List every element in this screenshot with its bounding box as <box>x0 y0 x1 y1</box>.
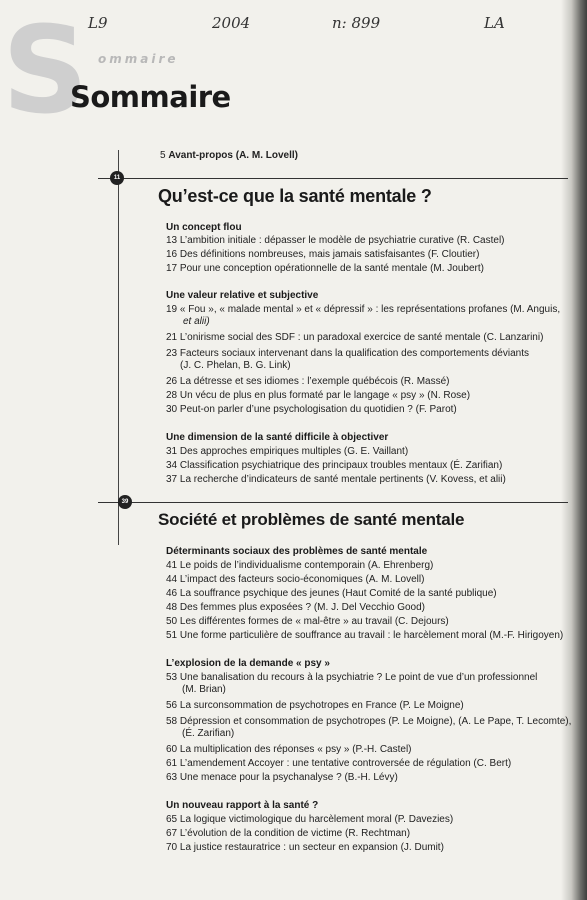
entry-text: La logique victimologique du harcèlement moral (P. Davezies) <box>179 814 454 825</box>
group-heading: Une dimension de la santé difficile à objectiver <box>166 432 389 443</box>
toc-entry[interactable] <box>166 616 449 628</box>
entry-page: 19 <box>166 304 178 315</box>
toc-entry[interactable] <box>166 842 444 854</box>
entry-text: La multiplication des réponses « psy » (P.-H. Castel) <box>179 744 412 755</box>
entry-page: 34 <box>166 460 178 471</box>
entry-text: Des définitions nombreuses, mais jamais satisfaisantes (F. Cloutier) <box>179 249 480 260</box>
toc-entry[interactable] <box>166 263 484 275</box>
entry-page: 51 <box>166 630 178 641</box>
entry-text: L’amendement Accoyer : une tentative controversée de régulation (C. Bert) <box>179 758 512 769</box>
section-rule <box>98 178 568 179</box>
section-page-badge: 11 <box>110 171 124 185</box>
entry-text: Des femmes plus exposées ? (M. J. Del Vecchio Good) <box>179 602 426 613</box>
entry-text: Des approches empiriques multiples (G. E. Vaillant) <box>179 446 409 457</box>
entry-text: Peut-on parler d’une psychologisation du quotidien ? (F. Parot) <box>179 404 457 415</box>
entry-text: Classification psychiatrique des principaux troubles mentaux (É. Zarifian) <box>179 460 503 471</box>
entry-page: 63 <box>166 772 178 783</box>
handwritten-note: LA <box>484 14 505 32</box>
entry-page: 37 <box>166 474 178 485</box>
entry-text: Une banalisation du recours à la psychiatrie ? Le point de vue d’un professionnel <box>179 672 538 683</box>
toc-entry[interactable] <box>166 772 398 784</box>
entry-page: 41 <box>166 560 178 571</box>
entry-page: 53 <box>166 672 178 683</box>
entry-page: 60 <box>166 744 178 755</box>
toc-entry[interactable] <box>166 404 457 416</box>
entry-text: L’ambition initiale : dépasser le modèle de psychiatrie curative (R. Castel) <box>179 235 505 246</box>
toc-entry[interactable] <box>166 474 506 486</box>
entry-text: La justice restauratrice : un secteur en expansion (J. Dumit) <box>179 842 444 853</box>
entry-page: 5 <box>160 150 166 161</box>
entry-text: La détresse et ses idiomes : l’exemple québécois (R. Massé) <box>179 376 450 387</box>
entry-page: 28 <box>166 390 178 401</box>
toc-entry[interactable] <box>166 390 470 402</box>
entry-page: 17 <box>166 263 178 274</box>
entry-page: 16 <box>166 249 178 260</box>
entry-page: 30 <box>166 404 178 415</box>
toc-entry[interactable] <box>166 588 497 600</box>
toc-entry[interactable] <box>166 574 424 586</box>
entry-text: Dépression et consommation de psychotropes (P. Le Moigne), (A. Le Pape, T. Lecomte), <box>179 716 572 727</box>
entry-text: La souffrance psychique des jeunes (Haut Comité de la santé publique) <box>179 588 497 599</box>
group-heading: Un nouveau rapport à la santé ? <box>166 800 319 811</box>
entry-text: Avant-propos (A. M. Lovell) <box>168 150 298 161</box>
entry-page: 44 <box>166 574 178 585</box>
handwritten-note: 2004 <box>212 14 251 32</box>
entry-page: 50 <box>166 616 178 627</box>
entry-page: 58 <box>166 716 178 727</box>
entry-text: Le poids de l’individualisme contemporain (A. Ehrenberg) <box>179 560 434 571</box>
page-title: Sommaire <box>70 80 231 114</box>
entry-page: 70 <box>166 842 178 853</box>
entry-text: L’onirisme social des SDF : un paradoxal exercice de santé mentale (C. Lanzarini) <box>179 332 544 343</box>
entry-page: 26 <box>166 376 178 387</box>
entry-text: L’évolution de la condition de victime (R. Rechtman) <box>179 828 411 839</box>
entry-text: L’impact des facteurs socio-économiques (A. M. Lovell) <box>179 574 425 585</box>
entry-page: 48 <box>166 602 178 613</box>
toc-entry[interactable] <box>166 560 433 572</box>
toc-entry[interactable] <box>166 814 453 826</box>
header-small-word: ommaire <box>98 52 179 66</box>
entry-text: Une forme particulière de souffrance au travail : le harcèlement moral (M.-F. Hirigoyen) <box>179 630 564 641</box>
entry-text: La recherche d’indicateurs de santé mentale pertinents (V. Kovess, et alii) <box>179 474 506 485</box>
entry-continuation: (J. C. Phelan, B. G. Link) <box>180 360 291 371</box>
toc-entry[interactable] <box>166 460 502 472</box>
entry-text: Les différentes formes de « mal-être » au travail (C. Dejours) <box>179 616 449 627</box>
entry-page: 23 <box>166 348 178 359</box>
toc-entry[interactable] <box>166 304 560 316</box>
entry-page: 21 <box>166 332 178 343</box>
toc-entry[interactable] <box>166 376 449 388</box>
entry-page: 65 <box>166 814 178 825</box>
entry-continuation: (É. Zarifian) <box>182 728 235 739</box>
toc-entry[interactable] <box>166 446 408 458</box>
toc-entry[interactable] <box>166 630 563 642</box>
toc-entry[interactable] <box>166 249 479 261</box>
handwritten-note: n: 899 <box>332 14 381 32</box>
entry-page: 13 <box>166 235 178 246</box>
group-heading: Un concept flou <box>166 222 242 233</box>
entry-text: Une menace pour la psychanalyse ? (B.-H. Lévy) <box>179 772 398 783</box>
toc-entry[interactable] <box>166 602 425 614</box>
entry-continuation: (M. Brian) <box>182 684 226 695</box>
toc-entry[interactable] <box>166 348 529 360</box>
entry-text: Pour une conception opérationnelle de la santé mentale (M. Joubert) <box>179 263 484 274</box>
entry-page: 67 <box>166 828 178 839</box>
toc-entry[interactable] <box>166 758 511 770</box>
toc-entry[interactable] <box>166 828 410 840</box>
entry-text: Facteurs sociaux intervenant dans la qualification des comportements déviants <box>179 348 529 359</box>
toc-entry[interactable] <box>166 716 571 728</box>
toc-entry[interactable] <box>166 672 537 684</box>
page-edge-shadow <box>561 0 587 900</box>
entry-text: La surconsommation de psychotropes en France (P. Le Moigne) <box>179 700 464 711</box>
section-rule <box>98 502 568 503</box>
entry-page: 61 <box>166 758 178 769</box>
toc-entry[interactable] <box>166 700 464 712</box>
entry-text: Un vécu de plus en plus formaté par le langage « psy » (N. Rose) <box>179 390 471 401</box>
toc-entry[interactable] <box>166 744 412 756</box>
entry-page: 31 <box>166 446 178 457</box>
avant-propos-entry[interactable] <box>160 150 298 162</box>
header-big-letter: S <box>2 2 89 141</box>
entry-page: 46 <box>166 588 178 599</box>
toc-entry[interactable] <box>166 235 505 247</box>
entry-page: 56 <box>166 700 178 711</box>
section-page-badge: 39 <box>118 495 132 509</box>
group-heading: Déterminants sociaux des problèmes de santé mentale <box>166 546 428 557</box>
section-title[interactable]: Qu’est-ce que la santé mentale ? <box>158 186 432 206</box>
margin-rule <box>118 150 119 545</box>
entry-text: « Fou », « malade mental » et « dépressif » : les représentations profanes (M. Anguis, <box>179 304 561 315</box>
handwritten-note: L9 <box>88 14 108 32</box>
toc-entry[interactable] <box>166 332 543 344</box>
group-heading: Une valeur relative et subjective <box>166 290 319 301</box>
entry-continuation: et alii) <box>183 316 210 327</box>
group-heading: L’explosion de la demande « psy » <box>166 658 330 669</box>
section-title[interactable]: Société et problèmes de santé mentale <box>158 510 465 529</box>
